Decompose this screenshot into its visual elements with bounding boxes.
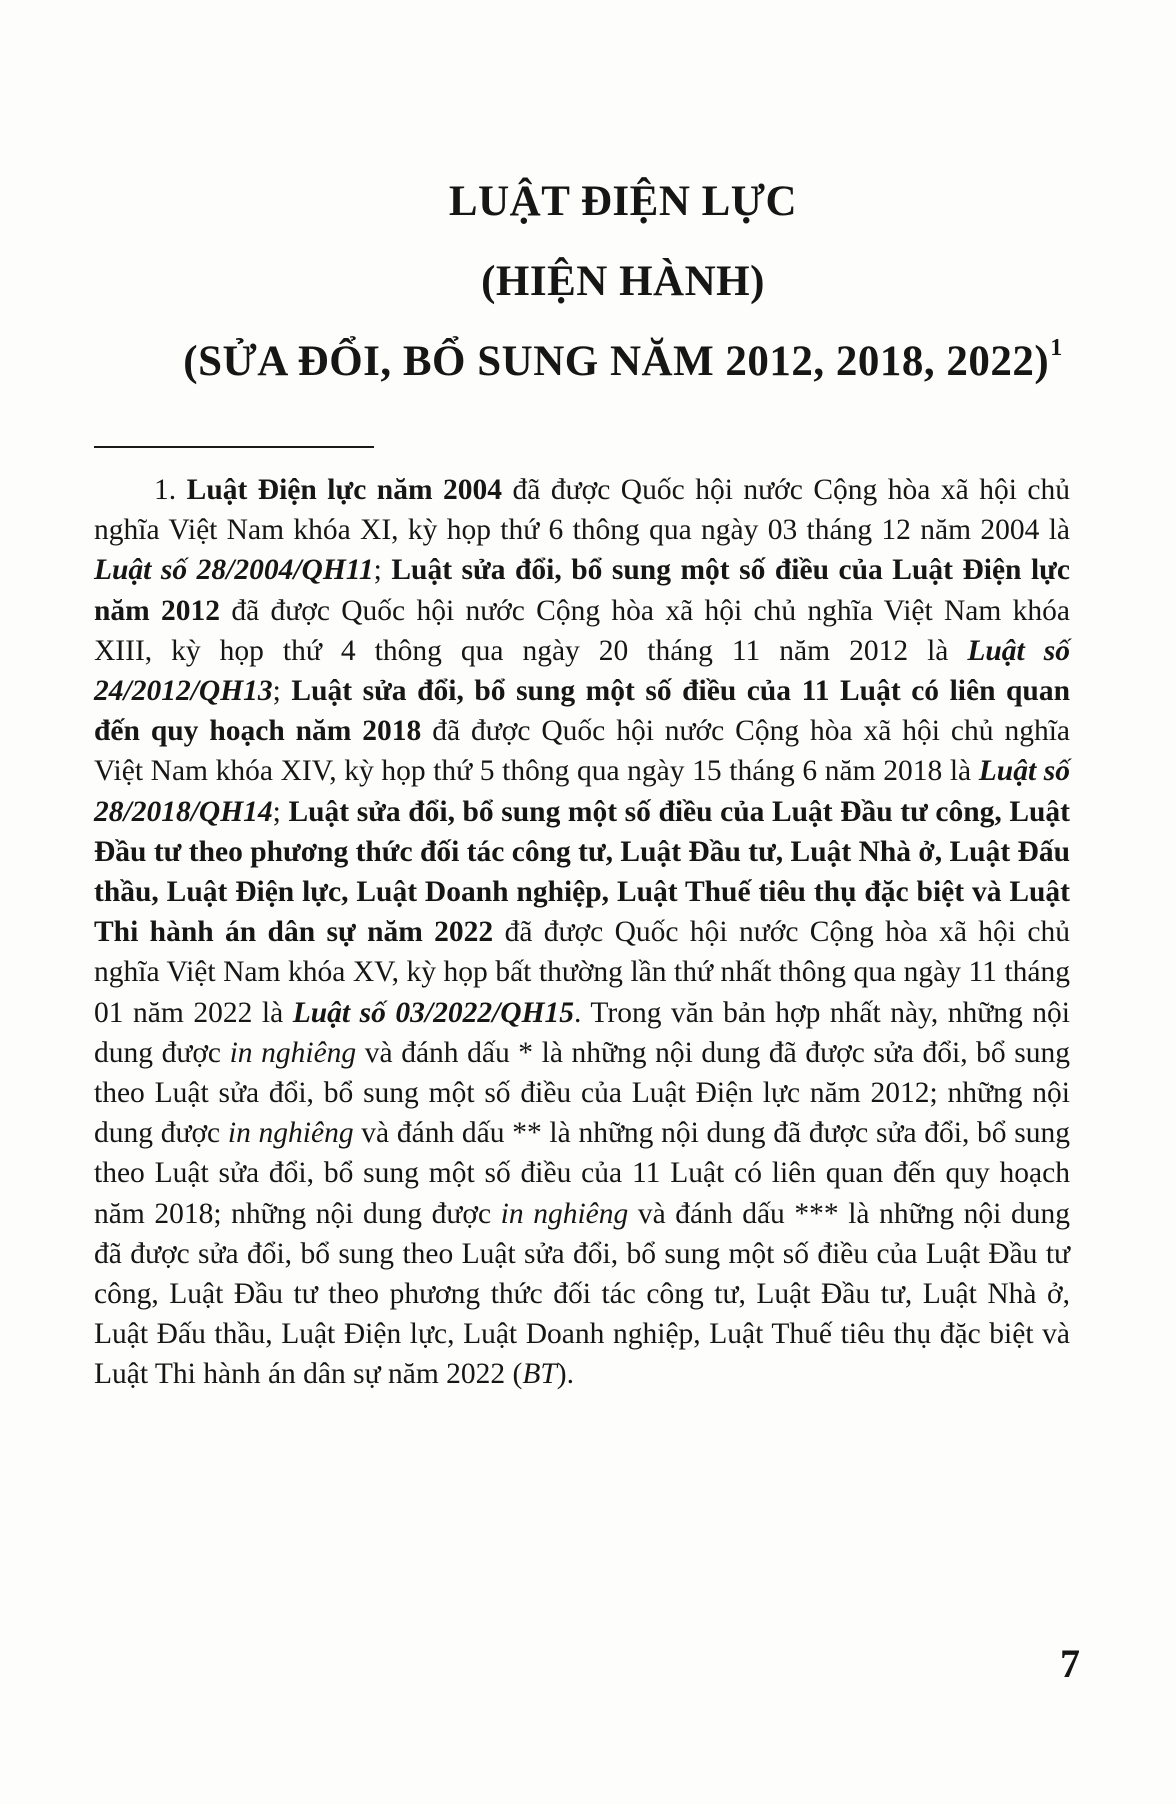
title-status: (HIỆN HÀNH) [481,258,765,305]
footnote-segment: và đánh dấu ** là những nội dung đã được sửa đổi, bổ sung theo Luật sửa đổi, bổ sung một số điều của 11 Luật có liên quan đến quy hoạch năm 2018; những nội dung được [94,1117,1070,1230]
footnote-segment: đã được Quốc hội nước Cộng hòa xã hội chủ nghĩa Việt Nam khóa XV, kỳ họp bất thường lần thứ nhất thông qua ngày 11 tháng 01 năm 2022 là [94,916,1070,1029]
title-law-name: LUẬT ĐIỆN LỰC [448,178,798,225]
footnote-segment: Luật số 28/2018/QH14 [94,755,1070,828]
footnote-segment: Luật số 28/2004/QH11 [94,554,374,587]
footnote-segment: ; [272,795,289,828]
footnote-segment: và đánh dấu *** là những nội dung đã được sửa đổi, bổ sung theo Luật sửa đổi, bổ sung một số điều của Luật Đầu tư công, Luật Đầu tư theo phương thức đối tác công tư, Luật Đầu tư, Luật Nhà ở, Luật Đấu thầu, Luật Điện lực, Luật Doanh nghiệp, Luật Thuế tiêu thụ đặc biệt và Luật Thi hành án dân sự năm 2022 ( [94,1197,1070,1391]
footnote-segment: Luật sửa đổi, bổ sung một số điều của Luật Điện lực năm 2012 [94,554,1070,627]
footnote-number: 1. [154,474,177,506]
page-number: 7 [1060,1641,1080,1686]
footnote-segment: in nghiêng [227,1117,354,1150]
footnote-body [94,474,1070,1390]
title-amendments-text: (SỬA ĐỔI, BỔ SUNG NĂM 2012, 2018, 2022) [183,338,1050,385]
footnote-paragraph [94,470,1070,1395]
title-amendments [0,335,1176,385]
footnote-segment: đã được Quốc hội nước Cộng hòa xã hội chủ nghĩa Việt Nam khóa XIV, kỳ họp thứ 5 thông qua ngày 15 tháng 6 năm 2018 là [94,715,1070,788]
footnote-segment: đã được Quốc hội nước Cộng hòa xã hội chủ nghĩa Việt Nam khóa XI, kỳ họp thứ 6 thông qua ngày 03 tháng 12 năm 2004 là [94,474,1070,547]
footnote-segment: BT [522,1358,557,1391]
footnote-segment: ; [272,675,292,708]
footnote-segment: ). [556,1358,574,1391]
footnote-segment: và đánh dấu * là những nội dung đã được sửa đổi, bổ sung theo Luật sửa đổi, bổ sung một số điều của Luật Điện lực năm 2012; những nội dung được [94,1036,1070,1150]
footnote-marker[interactable]: 1 [1050,335,1063,361]
footnote-segment: Luật sửa đổi, bổ sung một số điều của Luật Đầu tư công, Luật Đầu tư theo phương thức đối tác công tư, Luật Đầu tư, Luật Nhà ở, Luật Đấu thầu, Luật Điện lực, Luật Doanh nghiệp, Luật Thuế tiêu thụ đặc biệt và Luật Thi hành án dân sự năm 2022 [94,795,1070,949]
footnote-segment: in nghiêng [229,1036,357,1069]
footnote-segment: in nghiêng [500,1197,629,1230]
footnote-segment: Luật số 24/2012/QH13 [94,634,1070,708]
footnote-segment: . Trong văn bản hợp nhất này, những nội dung được [94,996,1070,1069]
footnote-segment: Luật số 03/2022/QH15 [292,996,575,1029]
footnote-segment: đã được Quốc hội nước Cộng hòa xã hội chủ nghĩa Việt Nam khóa XIII, kỳ họp thứ 4 thông qua ngày 20 tháng 11 năm 2012 là [94,594,1070,667]
footnote-segment: Luật Điện lực năm 2004 [186,474,503,506]
footnote-segment: ; [373,554,392,587]
footnote [94,470,1070,1395]
footnote-separator [94,446,374,448]
footnote-segment: Luật sửa đổi, bổ sung một số điều của 11 Luật có liên quan đến quy hoạch năm 2018 [94,675,1070,748]
